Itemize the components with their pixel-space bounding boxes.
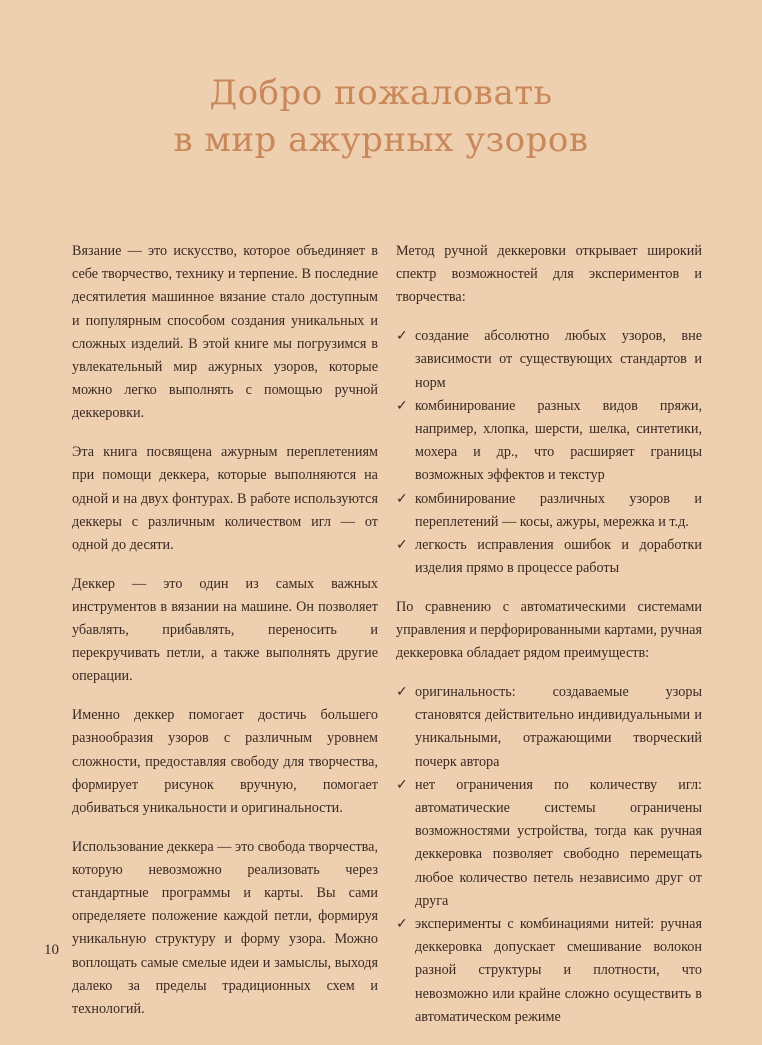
checkmark-icon: ✓ [396,536,408,553]
intro-paragraph: Метод ручной деккеровки открывает широкий спектр возможностей для экспериментов и творчества: [396,243,702,306]
checkmark-icon: ✓ [396,915,408,932]
list-item-text: легкость исправления ошибок и доработки изделия прямо в процессе работы [415,536,702,577]
paragraph: Вязание — это искусство, которое объединяет в себе творчество, технику и терпение. В последние десятилетия машинное вязание стало доступным и популярным способом создания уникальных и сложных изделий. В этой книге мы погрузимся в увлекательный мир ажурных узоров, которые можно легко выполнять с помощью ручной деккеровки. [72,243,378,422]
list-item [396,681,702,774]
paragraph: Деккер — это один из самых важных инструментов в вязании на машине. Он позволяет убавлять, прибавлять, переносить и перекручивать петли, а также выполнять другие операции. [72,575,378,685]
title-line-1: Добро пожаловать [209,73,553,113]
list-item-text: комбинирование разных видов пряжи, например, хлопка, шерсти, шелка, синтетики, мохера и др., что расширяет границы возможных эффектов и текстур [415,397,702,484]
page-number: 10 [44,942,59,958]
advantages-list [396,681,702,1029]
possibilities-list [396,325,702,580]
list-item-text: оригинальность: создаваемые узоры становятся действительно индивидуальными и уникальными, отражающими творческий почерк автора [415,683,702,770]
checkmark-icon: ✓ [396,490,408,507]
page-title [0,70,762,164]
list-item [396,774,702,913]
paragraph: Эта книга посвящена ажурным переплетениям при помощи деккера, которые выполняются на одной и на двух фонтурах. В работе используются деккеры с различным количеством игл — от одной до десяти. [72,444,378,553]
list-item-text: эксперименты с комбинациями нитей: ручная деккеровка допускает смешивание волокон разной структуры и плотности, что невозможно или крайне сложно осуществить в автоматическом режиме [415,915,702,1025]
list-item-text: комбинирование различных узоров и переплетений — косы, ажуры, мережка и т.д. [415,490,702,530]
checkmark-icon: ✓ [396,683,408,700]
list-item [396,325,702,395]
comparison-paragraph: По сравнению с автоматическими системами управления и перфорированными картами, ручная деккеровка обладает рядом преимуществ: [396,598,702,662]
right-column [396,240,702,1045]
list-item [396,913,702,1029]
list-item-text: создание абсолютно любых узоров, вне зависимости от существующих стандартов и норм [415,328,702,391]
checkmark-icon: ✓ [396,776,408,793]
list-item-text: нет ограничения по количеству игл: автоматические системы ограничены возможностями устройства, тогда как ручная деккеровка позволяет свободно перемещать любое количество петель независимо друг от друга [415,776,702,909]
list-item [396,395,702,488]
checkmark-icon: ✓ [396,397,408,414]
paragraph: Именно деккер помогает достичь большего разнообразия узоров с различным уровнем сложности, предоставляя свободу для творчества, формирует рисунок вручную, помогает добиваться уникальности и оригинальности. [72,707,378,816]
list-item [396,534,702,580]
list-item [396,488,702,534]
paragraph: Использование деккера — это свобода творчества, которую невозможно реализовать через стандартные программы и карты. Вы сами определяете положение каждой петли, формируя уникальную структуру и форму узора. Можно воплощать самые смелые идеи и замыслы, выходя далеко за пределы традиционных схем и технологий. [72,838,378,1018]
left-column [72,240,378,1037]
title-line-2: в мир ажурных узоров [173,120,589,160]
checkmark-icon: ✓ [396,328,408,345]
